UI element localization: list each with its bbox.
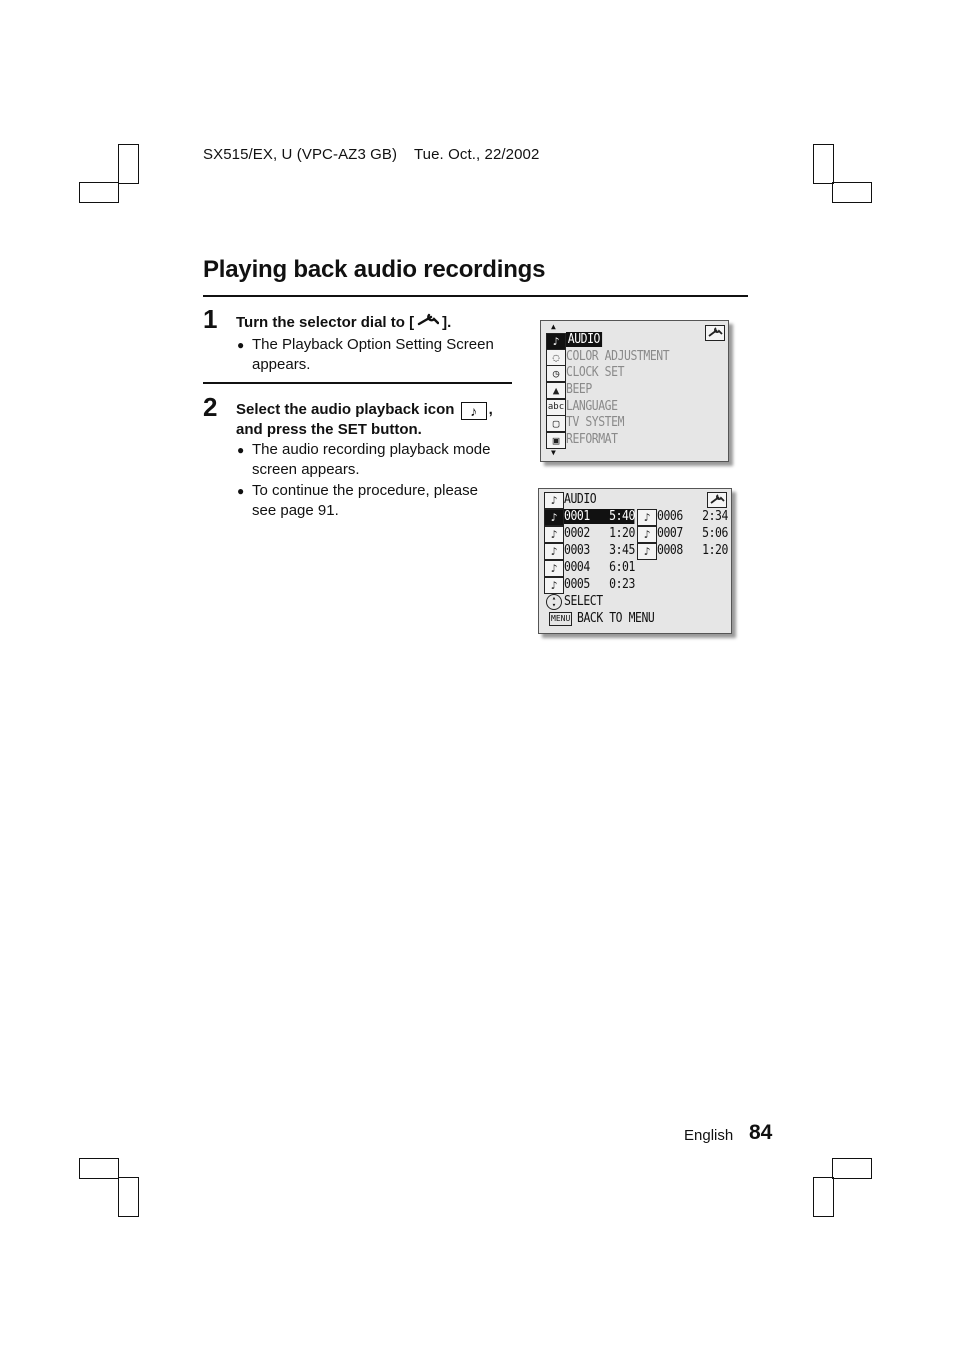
file-time: 5:06: [702, 526, 728, 541]
file-item[interactable]: [657, 509, 728, 524]
step-divider: [203, 382, 512, 384]
bullet-dot-icon: ●: [237, 443, 245, 457]
title-rule: [203, 295, 748, 297]
crop-mark: [813, 144, 834, 184]
step-number: 1: [203, 304, 218, 334]
model-line: SX515/EX, U (VPC-AZ3 GB): [203, 146, 398, 163]
screen-heading: AUDIO: [564, 492, 597, 507]
option-setting-screen: [540, 320, 729, 462]
file-item[interactable]: [657, 543, 728, 558]
crop-mark: [832, 182, 872, 203]
file-time: 1:20: [609, 526, 635, 541]
language-icon: abc: [546, 399, 566, 416]
crop-mark: [118, 144, 139, 184]
menu-item-color-adjustment[interactable]: COLOR ADJUSTMENT: [566, 349, 670, 364]
step-number: 2: [203, 392, 218, 422]
menu-item-beep[interactable]: BEEP: [566, 382, 592, 397]
page-title: Playing back audio recordings: [203, 256, 546, 283]
wrench-icon: [707, 492, 727, 508]
file-time: 3:45: [609, 543, 635, 558]
wrench-icon: [417, 313, 439, 332]
step-instruction: Select the audio playback icon ♪ , and press the SET button.: [236, 401, 493, 438]
file-item[interactable]: [564, 509, 634, 524]
note-icon: ♪: [544, 526, 564, 543]
note-icon: ♪: [544, 492, 564, 509]
file-item[interactable]: [657, 526, 728, 541]
note-icon: ♪: [637, 526, 657, 543]
card-icon: ▣: [546, 432, 566, 449]
crop-mark: [813, 1177, 834, 1217]
note-icon: ♪: [544, 543, 564, 560]
file-id: 0001: [564, 509, 590, 524]
crop-mark: [832, 1158, 872, 1179]
file-item[interactable]: [564, 526, 635, 541]
select-label: SELECT: [564, 594, 603, 609]
tv-icon: ▢: [546, 415, 566, 432]
file-id: 0005: [564, 577, 590, 592]
audio-playback-screen: [538, 488, 732, 634]
bullet-dot-icon: ●: [237, 484, 245, 498]
file-item[interactable]: [564, 543, 635, 558]
bullet-dot-icon: ●: [237, 338, 245, 352]
step-instruction: Turn the selector dial to [ ].: [236, 314, 452, 331]
note-icon: ♪: [544, 577, 564, 594]
file-time: 5:40: [609, 509, 635, 524]
note-icon: ♪: [637, 543, 657, 560]
footer-language: English: [684, 1127, 734, 1144]
file-item[interactable]: [564, 577, 635, 592]
menu-item-reformat[interactable]: REFORMAT: [566, 432, 618, 447]
page-number: 84: [749, 1121, 773, 1144]
crop-mark: [79, 182, 119, 203]
note-icon: ♪: [637, 509, 657, 526]
bell-icon: ▲: [546, 382, 566, 399]
scroll-down-icon: ▼: [551, 448, 556, 457]
wrench-icon: [705, 325, 725, 341]
file-id: 0006: [657, 509, 683, 524]
dial-icon: ▴ ▾: [546, 594, 562, 610]
back-to-menu-label[interactable]: BACK TO MENU: [577, 611, 655, 626]
crop-mark: [79, 1158, 119, 1179]
file-time: 6:01: [609, 560, 635, 575]
crop-mark: [118, 1177, 139, 1217]
bullet-item: ● The audio recording playback mode screen appears.: [237, 441, 491, 478]
palette-icon: ◌: [546, 349, 566, 366]
menu-item-language[interactable]: LANGUAGE: [566, 399, 618, 414]
menu-item-clock-set[interactable]: CLOCK SET: [566, 365, 625, 380]
date-line: Tue. Oct., 22/2002: [413, 146, 540, 163]
note-icon: ♪: [544, 509, 564, 526]
scroll-up-icon: ▲: [551, 322, 556, 331]
note-icon: ♪: [546, 333, 566, 350]
note-icon: ♪: [461, 402, 487, 420]
file-id: 0004: [564, 560, 590, 575]
file-time: 0:23: [609, 577, 635, 592]
note-icon: ♪: [544, 560, 564, 577]
menu-item-tv-system[interactable]: TV SYSTEM: [566, 415, 625, 430]
print-header: [203, 146, 539, 163]
bullet-item: ● The Playback Option Setting Screen appears.: [237, 336, 494, 373]
menu-item-audio[interactable]: AUDIO: [567, 332, 601, 347]
file-item[interactable]: [564, 560, 635, 575]
file-id: 0002: [564, 526, 590, 541]
menu-key-icon: MENU: [549, 612, 572, 626]
file-time: 1:20: [702, 543, 728, 558]
file-time: 2:34: [702, 509, 728, 524]
file-id: 0007: [657, 526, 683, 541]
clock-icon: ◷: [546, 365, 566, 382]
file-id: 0008: [657, 543, 683, 558]
file-id: 0003: [564, 543, 590, 558]
bullet-item: ● To continue the procedure, please see page 91.: [237, 482, 478, 519]
